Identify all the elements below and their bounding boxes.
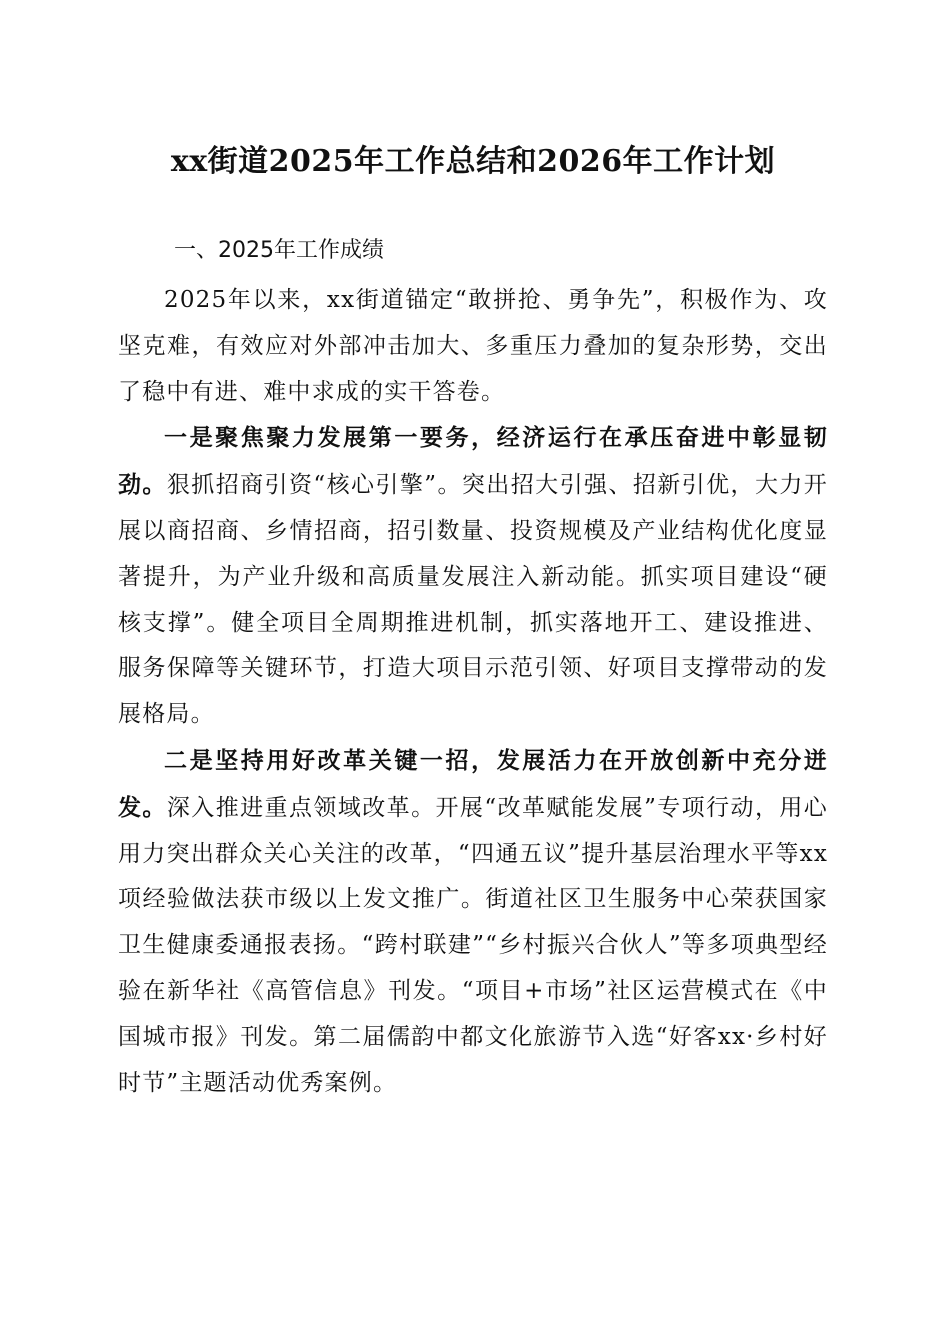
paragraph-item-1 xyxy=(118,415,828,738)
paragraph-item-1-body: 狠抓招商引资“核心引擎”。突出招大引强、招新引优，大力开展以商招商、乡情招商，招引数量、投资规模及产业结构优化度显著提升，为产业升级和高质量发展注入新动能。抓实项目建设“硬核支撑”。健全项目全周期推进机制，抓实落地开工、建设推进、服务保障等关键环节，打造大项目示范引领、好项目支撑带动的发展格局。 xyxy=(118,472,828,728)
section-heading: 一、2025年工作成绩 xyxy=(174,238,384,263)
paragraph-item-1-lead: 一是聚焦聚力发展第一要务，经济运行在承压奋进中彰显韧劲。 xyxy=(118,424,828,499)
paragraph-item-2 xyxy=(118,738,828,1106)
document-title: xx街道2025年工作总结和2026年工作计划 xyxy=(170,144,776,179)
paragraph-item-2-body: 深入推进重点领域改革。开展“改革赋能发展”专项行动，用心用力突出群众关心关注的改革，“四通五议”提升基层治理水平等xx项经验做法获市级以上发文推广。街道社区卫生服务中心荣获国家卫生健康委通报表扬。“跨村联建”“乡村振兴合伙人”等多项典型经验在新华社《高管信息》刊发。“项目+市场”社区运营模式在《中国城市报》刊发。第二届儒韵中都文化旅游节入选“好客xx·乡村好时节”主题活动优秀案例。 xyxy=(118,794,828,1096)
intro-paragraph: 2025年以来，xx街道锚定“敢拼抢、勇争先”，积极作为、攻坚克难，有效应对外部冲击加大、多重压力叠加的复杂形势，交出了稳中有进、难中求成的实干答卷。 xyxy=(118,287,828,405)
paragraph-item-2-lead: 二是坚持用好改革关键一招，发展活力在开放创新中充分迸发。 xyxy=(118,746,828,821)
